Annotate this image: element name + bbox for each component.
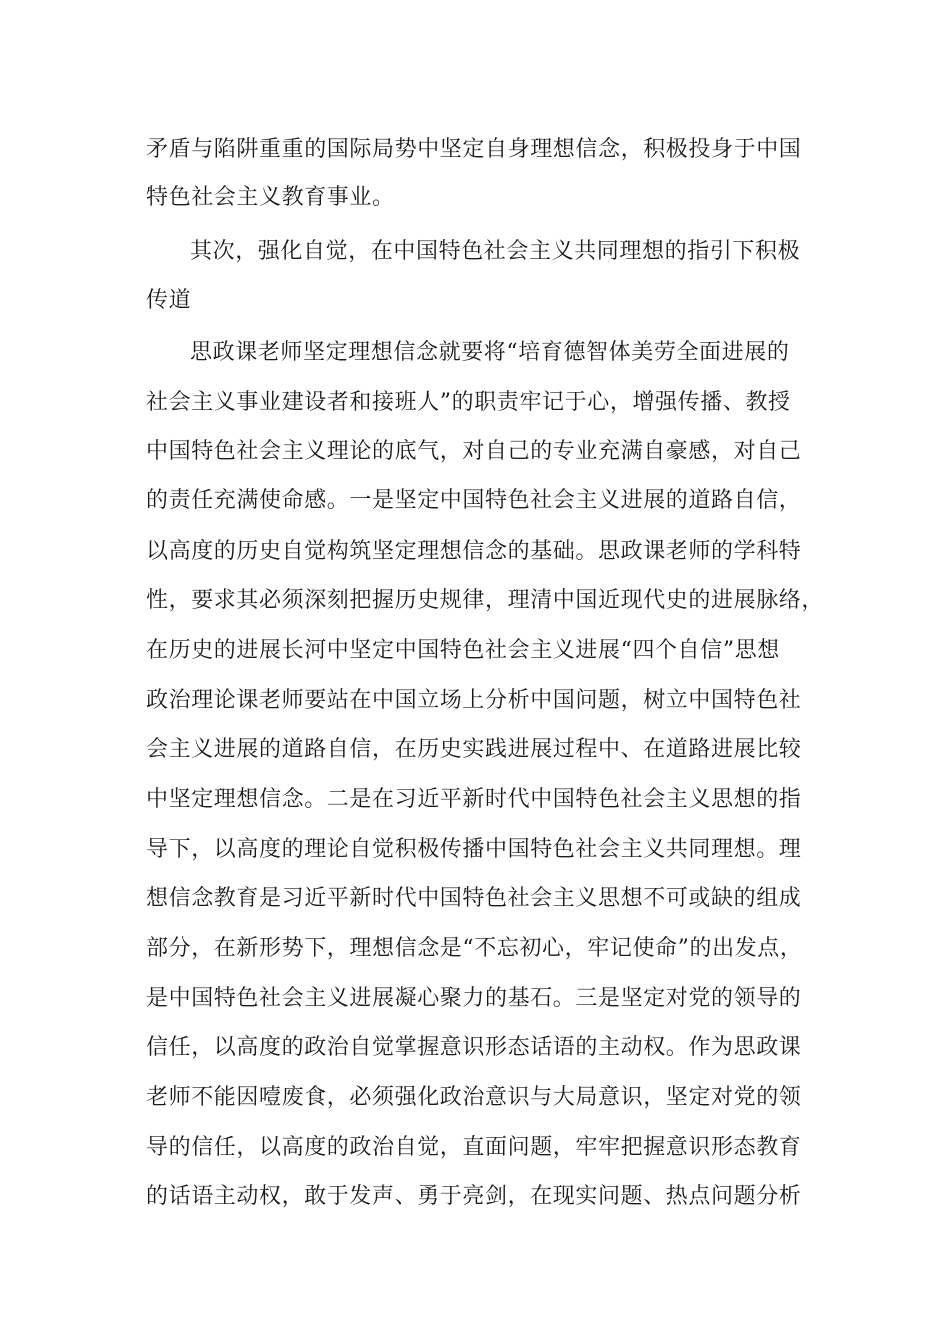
text-line: 导下，以高度的理论自觉积极传播中国特色社会主义共同理想。理 bbox=[146, 837, 802, 862]
text-line: 政治理论课老师要站在中国立场上分析中国问题，树立中国特色社 bbox=[146, 688, 802, 713]
text-line: 老师不能因噎废食，必须强化政治意识与大局意识，坚定对党的领 bbox=[146, 1085, 802, 1110]
paragraph-heading-line: 传道 bbox=[146, 288, 192, 313]
text-line: 的责任充满使命感。一是坚定中国特色社会主义进展的道路自信， bbox=[146, 488, 802, 513]
text-line: 在历史的进展长河中坚定中国特色社会主义进展“四个自信”思想 bbox=[146, 638, 780, 663]
text-line: 中坚定理想信念。二是在习近平新时代中国特色社会主义思想的指 bbox=[146, 787, 802, 812]
text-line: 矛盾与陷阱重重的国际局势中坚定自身理想信念，积极投身于中国 bbox=[146, 137, 802, 162]
text-line: 特色社会主义教育事业。 bbox=[146, 185, 395, 210]
text-line: 性，要求其必须深刻把握历史规律，理清中国近现代史的进展脉络， bbox=[146, 588, 825, 613]
text-line: 的话语主动权，敢于发声、勇于亮剑，在现实问题、热点问题分析 bbox=[146, 1184, 802, 1209]
text-line: 以高度的历史自觉构筑坚定理想信念的基础。思政课老师的学科特 bbox=[146, 539, 802, 564]
text-line: 信任，以高度的政治自觉掌握意识形态话语的主动权。作为思政课 bbox=[146, 1035, 802, 1060]
text-line: 思政课老师坚定理想信念就要将“培育德智体美劳全面进展的 bbox=[190, 340, 790, 365]
text-line: 社会主义事业建设者和接班人”的职责牢记于心，增强传播、教授 bbox=[146, 390, 791, 415]
text-line: 中国特色社会主义理论的底气，对自己的专业充满自豪感，对自己 bbox=[146, 439, 802, 464]
text-line: 想信念教育是习近平新时代中国特色社会主义思想不可或缺的组成 bbox=[146, 886, 802, 911]
text-line: 部分，在新形势下，理想信念是“不忘初心，牢记使命”的出发点， bbox=[146, 936, 803, 961]
paragraph-heading-line: 其次，强化自觉，在中国特色社会主义共同理想的指引下积极 bbox=[190, 239, 801, 264]
text-line: 会主义进展的道路自信，在历史实践进展过程中、在道路进展比较 bbox=[146, 737, 802, 762]
text-line: 是中国特色社会主义进展凝心聚力的基石。三是坚定对党的领导的 bbox=[146, 986, 802, 1011]
text-line: 导的信任，以高度的政治自觉，直面问题，牢牢把握意识形态教育 bbox=[146, 1135, 802, 1160]
